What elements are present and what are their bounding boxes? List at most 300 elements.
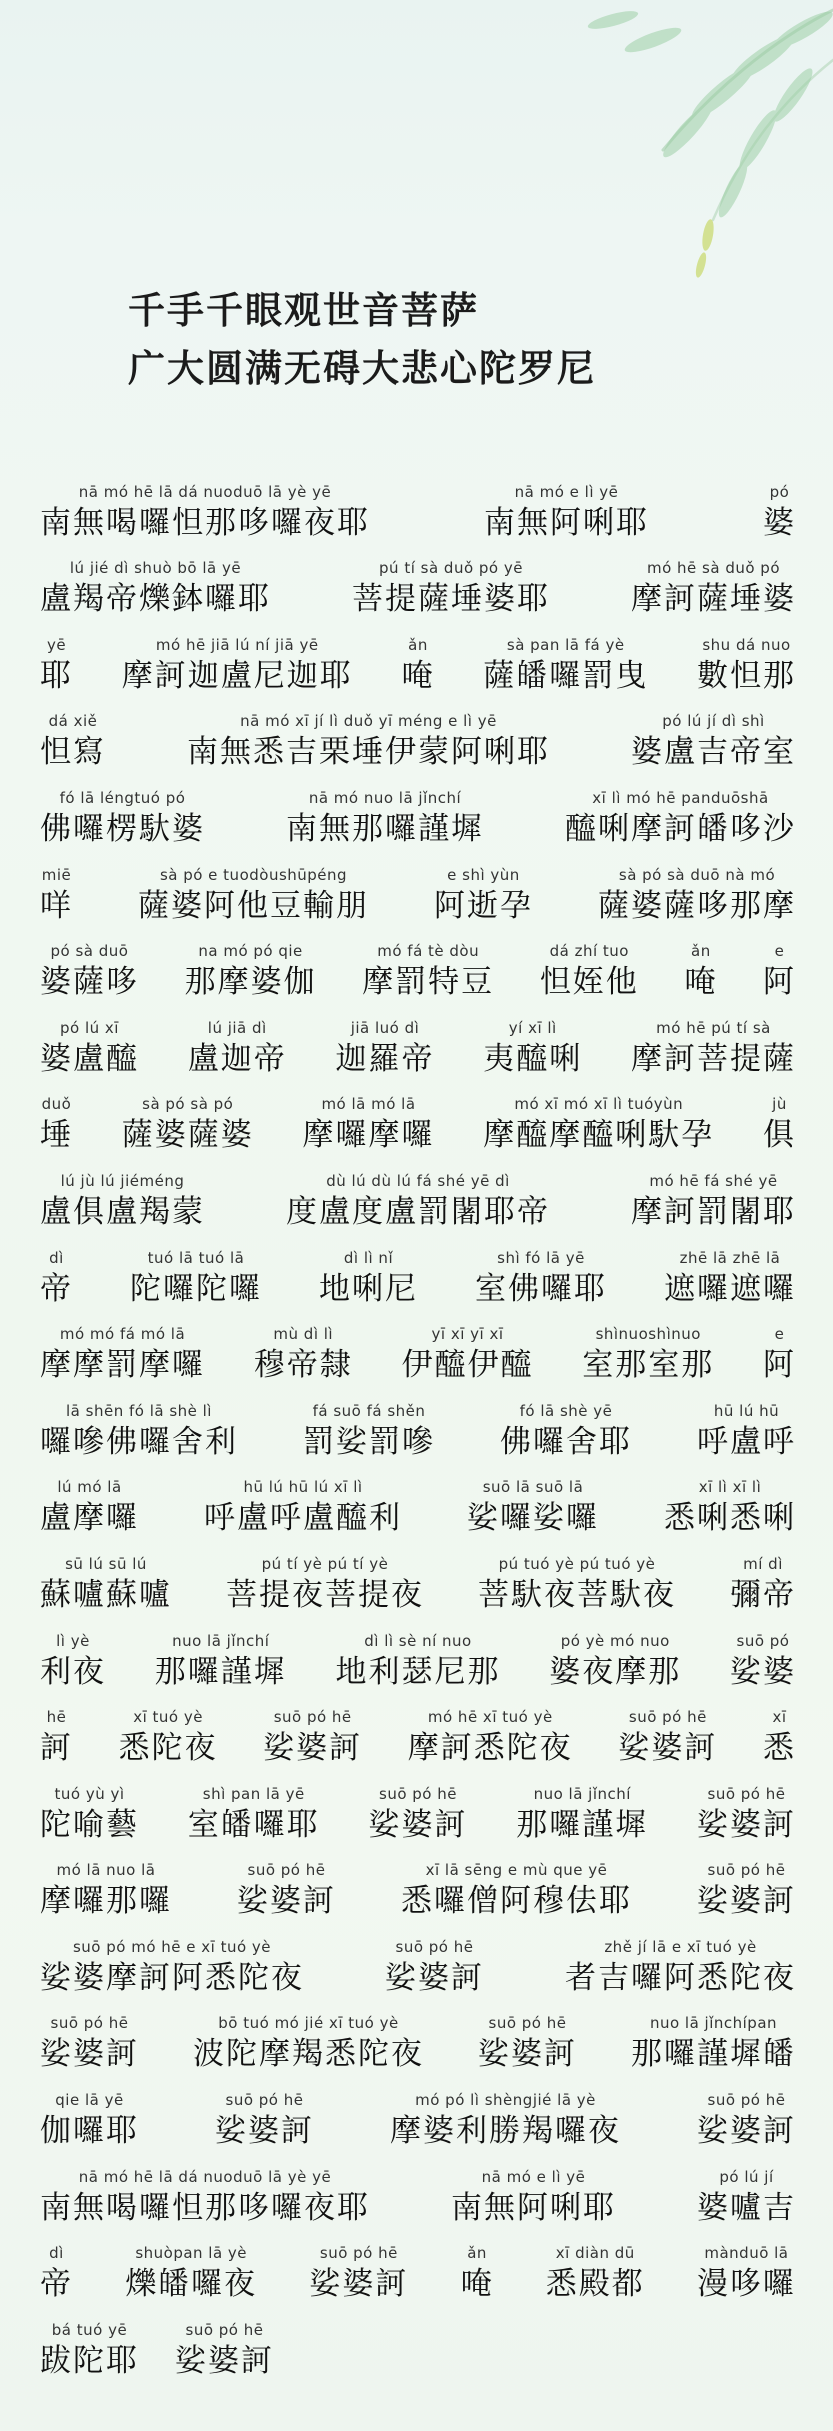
phrase: [122, 1093, 254, 1155]
pinyin: shì pan lā yē: [202, 1784, 305, 1803]
hanzi: 耶: [40, 657, 73, 694]
pinyin: suō pó hē: [707, 1784, 786, 1803]
pinyin: hū lú hū: [713, 1401, 780, 1420]
pinyin: shì fó lā yē: [497, 1248, 585, 1267]
phrase: [582, 1323, 714, 1385]
pinyin: dì lì nǐ: [343, 1248, 394, 1267]
pinyin: hū lú hū lú xī lì: [243, 1478, 363, 1497]
pinyin: nā mó hē lā dá nuoduō lā yè yē: [78, 482, 332, 501]
phrase: [130, 1247, 262, 1309]
pinyin: nuo lā jǐnchí: [172, 1631, 270, 1650]
phrase: [40, 787, 205, 849]
hanzi: 摩訶薩埵婆: [631, 581, 796, 618]
pinyin: suō pó hē: [319, 2244, 398, 2263]
hanzi: 娑婆訶: [697, 2113, 796, 2150]
phrase: [155, 1630, 287, 1692]
phrase: [483, 634, 648, 696]
text-line: [40, 619, 796, 696]
hanzi: 娑婆訶: [309, 2266, 409, 2303]
phrase: [286, 787, 484, 849]
phrase: [763, 481, 796, 543]
hanzi: 醯唎摩訶皤哆沙: [565, 810, 796, 847]
hanzi: 摩訶菩提薩: [631, 1040, 796, 1077]
pinyin: pó yè mó nuo: [560, 1631, 670, 1650]
phrase: [40, 2166, 370, 2228]
pinyin: nuo lā jǐnchí: [533, 1784, 631, 1803]
pinyin: mànduō lā: [704, 2244, 789, 2263]
phrase: [598, 864, 796, 926]
hanzi: 摩訶罰闍耶: [631, 1193, 796, 1230]
hanzi: 摩囉摩囉: [302, 1117, 435, 1154]
hanzi: 遮囉遮囉: [664, 1270, 796, 1307]
hanzi: 婆盧吉帝室: [631, 734, 796, 771]
text-line: [40, 696, 796, 773]
hanzi: 怛寫: [40, 734, 106, 771]
hanzi: 室佛囉耶: [475, 1270, 607, 1307]
pinyin: shìnuoshìnuo: [595, 1325, 701, 1344]
pinyin: yē: [46, 635, 67, 654]
pinyin: mó xī mó xī lì tuóyùn: [514, 1095, 684, 1114]
phrase: [175, 2319, 274, 2381]
pinyin: sà pó sà duō nà mó: [618, 865, 776, 884]
hanzi: 唵: [401, 657, 435, 694]
pinyin: suō pó hē: [185, 2320, 264, 2339]
phrase: [664, 1476, 796, 1538]
phrase: [664, 1247, 796, 1309]
hanzi: 摩醯摩醯唎馱孕: [483, 1117, 715, 1154]
hanzi: 夷醯唎: [483, 1040, 583, 1077]
text-line: [40, 1768, 796, 1845]
phrase: [631, 1170, 796, 1232]
phrase: [40, 1476, 139, 1538]
pinyin: pó: [769, 482, 790, 501]
hanzi: 南無阿唎耶: [451, 2189, 616, 2226]
phrase: [475, 1247, 607, 1309]
hanzi: 室那室那: [582, 1347, 715, 1384]
text-line: [40, 772, 796, 849]
pinyin: suō pó hē: [707, 1861, 786, 1880]
phrase: [631, 1017, 796, 1079]
phrase: [40, 864, 73, 926]
phrase: [385, 1936, 484, 1998]
pinyin: nā mó e lì yē: [481, 2167, 586, 2186]
hanzi: 利夜: [40, 1653, 106, 1690]
hanzi: 阿逝孕: [434, 887, 533, 924]
hanzi: 佛囉楞馱婆: [40, 810, 205, 847]
phrase: [40, 2089, 139, 2151]
hanzi: 阿: [762, 964, 796, 1001]
hanzi: 悉殿都: [545, 2266, 645, 2303]
hanzi: 盧羯帝爍鉢囉耶: [40, 581, 271, 618]
hanzi: 摩訶悉陀夜: [407, 1730, 573, 1767]
hanzi: 阿: [763, 1347, 796, 1384]
hanzi: 娑婆訶: [263, 1730, 363, 1767]
pinyin: lā shēn fó lā shè lì: [66, 1401, 212, 1420]
phrase: [237, 1859, 336, 1921]
hanzi: 那囉謹墀皤: [631, 2036, 796, 2073]
hanzi: 娑婆訶: [618, 1730, 718, 1767]
text-line: [40, 2074, 796, 2151]
phrase: [631, 710, 796, 772]
phrase: [352, 557, 550, 619]
page-subtitle: 广大圆满无碍大悲心陀罗尼: [128, 347, 596, 390]
phrase: [40, 1783, 139, 1845]
text-line: [40, 2304, 796, 2381]
pinyin: suō pó hē: [50, 2014, 129, 2033]
text-line: [40, 1845, 796, 1922]
phrase: [40, 1170, 205, 1232]
hanzi: 摩訶迦盧尼迦耶: [121, 657, 353, 694]
phrase: [483, 1017, 582, 1079]
phrase: [549, 1630, 681, 1692]
hanzi: 婆薩哆: [40, 964, 139, 1001]
hanzi: 室皤囉耶: [187, 1806, 320, 1843]
pinyin: suō pó hē: [273, 1708, 352, 1727]
pinyin: xī lì mó hē panduōshā: [592, 788, 769, 807]
phrase: [565, 1936, 796, 1998]
hanzi: 菩提夜菩提夜: [226, 1576, 424, 1613]
pinyin: suō pó hē: [247, 1861, 326, 1880]
pinyin: xī: [772, 1708, 787, 1727]
phrase: [336, 1017, 435, 1079]
phrase: [215, 2089, 314, 2151]
page-title: 千手千眼观世音菩萨: [128, 289, 479, 332]
hanzi: 南無喝囉怛那哆囉夜耶: [40, 2189, 370, 2226]
phrase: [40, 481, 370, 543]
phrase: [336, 1630, 501, 1692]
pinyin: suō pó hē: [379, 1784, 457, 1803]
hanzi: 婆盧醯: [40, 1040, 139, 1077]
hanzi: 薩婆阿他豆輸朋: [138, 887, 369, 924]
phrase: [40, 710, 106, 772]
phrase: [434, 864, 533, 926]
hanzi: 娑婆訶: [368, 1806, 468, 1843]
pinyin: xī tuó yè: [133, 1708, 203, 1727]
hanzi: 漫哆囉: [696, 2266, 796, 2303]
pinyin: fó lā shè yē: [519, 1401, 613, 1420]
pinyin: pú tí sà duǒ pó yē: [379, 559, 523, 578]
hanzi: 南無悉吉栗埵伊蒙阿唎耶: [187, 734, 550, 771]
phrase: [763, 1706, 796, 1768]
phrase: [40, 1859, 172, 1921]
phrase: [40, 634, 73, 696]
pinyin: yí xī lì: [508, 1018, 557, 1037]
hanzi: 俱: [763, 1117, 796, 1154]
pinyin: mó hē fá shé yē: [649, 1171, 778, 1190]
phrase: [138, 864, 369, 926]
phrase: [540, 940, 639, 1002]
pinyin: na mó pó qie: [198, 942, 303, 961]
pinyin: bá tuó yē: [51, 2320, 128, 2339]
phrase: [730, 1553, 796, 1615]
hanzi: 摩囉那囉: [40, 1883, 172, 1920]
text-line: [40, 849, 796, 926]
hanzi: 摩罰特豆: [362, 964, 495, 1001]
phrase: [362, 940, 494, 1002]
hanzi: 囉嘇佛囉舍利: [40, 1423, 238, 1460]
hanzi: 那摩婆伽: [184, 964, 317, 1001]
hanzi: 悉囉僧阿穆佉耶: [401, 1883, 632, 1920]
phrase: [40, 1093, 73, 1155]
phrase: [697, 634, 796, 696]
pinyin: xī diàn dū: [555, 2244, 635, 2263]
phrase: [40, 1630, 106, 1692]
pinyin: dì lì sè ní nuo: [364, 1631, 472, 1650]
hanzi: 地唎尼: [319, 1270, 418, 1307]
phrase: [40, 1017, 139, 1079]
pinyin: mó hē pú tí sà: [656, 1018, 771, 1037]
pinyin: lú jié dì shuò bō lā yē: [69, 559, 242, 578]
hanzi: 地利瑟尼那: [335, 1653, 501, 1690]
pinyin: suō pó: [736, 1631, 790, 1650]
hanzi: 爍皤囉夜: [125, 2266, 258, 2303]
phrase: [263, 1706, 362, 1768]
phrase: [461, 2242, 494, 2304]
text-line: [40, 466, 796, 543]
hanzi: 陀囉陀囉: [130, 1270, 262, 1307]
phrase: [319, 1247, 418, 1309]
pinyin: e: [774, 942, 785, 961]
hanzi: 薩婆薩婆: [121, 1117, 254, 1154]
pinyin: mó hē jiā lú ní jiā yē: [155, 635, 319, 654]
phrase: [697, 2166, 796, 2228]
text-line: [40, 1309, 796, 1386]
hanzi: 唵: [460, 2266, 494, 2303]
hanzi: 摩摩罰摩囉: [40, 1347, 205, 1384]
phrase: [40, 1936, 304, 1998]
text-line: [40, 2151, 796, 2228]
pinyin: jiā luó dì: [350, 1018, 420, 1037]
hanzi: 陀喻藝: [40, 1806, 139, 1843]
pinyin: dá zhí tuo: [549, 942, 629, 961]
text-line: [40, 543, 796, 620]
pinyin: mù dì lì: [273, 1325, 334, 1344]
phrase: [631, 557, 796, 619]
hanzi: 南無阿唎耶: [484, 504, 649, 541]
pinyin: suō pó mó hē e xī tuó yè: [72, 1937, 272, 1956]
phrase: [763, 940, 796, 1002]
hanzi: 數怛那: [697, 657, 796, 694]
pinyin: e shì yùn: [447, 865, 520, 884]
pinyin: dá xiě: [48, 712, 98, 731]
hanzi: 唵: [684, 964, 718, 1001]
pinyin: miē: [41, 865, 72, 884]
text-line: [40, 1079, 796, 1156]
pinyin: xī lì xī lì: [698, 1478, 762, 1497]
hanzi: 盧俱盧羯蒙: [40, 1193, 205, 1230]
hanzi: 怛姪他: [539, 964, 639, 1001]
phrase: [402, 634, 435, 696]
pinyin: mó pó lì shèngjié lā yè: [415, 2091, 596, 2110]
pinyin: bō tuó mó jié xī tuó yè: [218, 2014, 399, 2033]
hanzi: 婆夜摩那: [549, 1653, 682, 1690]
phrase: [188, 1017, 287, 1079]
pinyin: duǒ: [41, 1095, 72, 1114]
hanzi: 蘇嚧蘇嚧: [40, 1576, 172, 1613]
phrase: [369, 1783, 468, 1845]
pinyin: nā mó xī jí lì duǒ yī méng e lì yē: [240, 712, 497, 731]
phrase: [697, 1400, 796, 1462]
phrase: [500, 1400, 632, 1462]
phrase: [401, 1859, 632, 1921]
hanzi: 埵: [40, 1117, 73, 1154]
hanzi: 娑婆訶: [697, 1806, 796, 1843]
phrase: [631, 2012, 796, 2074]
pinyin: pó lú xī: [60, 1018, 119, 1037]
phrase: [40, 2242, 73, 2304]
hanzi: 菩馱夜菩馱夜: [478, 1576, 676, 1613]
phrase: [763, 1093, 796, 1155]
pinyin: fó lā léngtuó pó: [59, 788, 186, 807]
hanzi: 那囉謹墀: [516, 1806, 649, 1843]
hanzi: 盧迦帝: [187, 1040, 287, 1077]
pinyin: lú jiā dì: [207, 1018, 267, 1037]
pinyin: sà pó e tuodòushūpéng: [159, 865, 348, 884]
hanzi: 娑囉娑囉: [467, 1500, 599, 1537]
hanzi: 度盧度盧罰闍耶帝: [286, 1193, 550, 1230]
pinyin: pó sà duō: [50, 942, 129, 961]
phrase: [408, 1706, 573, 1768]
phrase: [684, 940, 717, 1002]
phrase: [40, 2319, 139, 2381]
phrase: [303, 1400, 435, 1462]
hanzi: 盧摩囉: [40, 1500, 139, 1537]
phrase: [697, 2089, 796, 2151]
pinyin: pú tí yè pú tí yè: [261, 1554, 389, 1573]
hanzi: 薩皤囉罰曳: [483, 657, 649, 694]
phrase: [40, 1247, 73, 1309]
pinyin: suō pó hē: [707, 2091, 786, 2110]
phrase: [390, 2089, 621, 2151]
pinyin: pú tuó yè pú tuó yè: [498, 1554, 656, 1573]
pinyin: suō pó hē: [225, 2091, 304, 2110]
phrase: [193, 2012, 424, 2074]
hanzi: 娑婆訶: [215, 2113, 314, 2150]
phrase: [40, 1706, 73, 1768]
phrase: [286, 1170, 550, 1232]
hanzi: 悉唎悉唎: [664, 1500, 796, 1537]
hanzi: 娑婆訶: [385, 1959, 484, 1996]
phrase: [478, 1553, 676, 1615]
pinyin: fá suō fá shěn: [312, 1401, 426, 1420]
hanzi: 訶: [40, 1730, 73, 1767]
hanzi: 彌帝: [730, 1576, 796, 1613]
pinyin: shu dá nuo: [702, 635, 791, 654]
hanzi: 呼盧呼: [697, 1423, 796, 1460]
hanzi: 娑婆訶: [237, 1883, 336, 1920]
dharani-text: [40, 466, 796, 2381]
phrase: [483, 1093, 714, 1155]
pinyin: yī xī yī xī: [431, 1325, 504, 1344]
text-line: [40, 926, 796, 1003]
hanzi: 帝: [40, 1270, 73, 1307]
hanzi: 悉: [762, 1730, 796, 1767]
text-line: [40, 1232, 796, 1309]
text-line: [40, 1921, 796, 1998]
pinyin: lú jù lú jiéméng: [60, 1171, 185, 1190]
willow-leaves-decoration: [473, 0, 833, 330]
pinyin: mí dì: [743, 1554, 783, 1573]
text-line: [40, 1998, 796, 2075]
hanzi: 跋陀耶: [40, 2342, 139, 2379]
phrase: [303, 1093, 435, 1155]
phrase: [40, 940, 139, 1002]
text-line: [40, 1538, 796, 1615]
pinyin: suō pó hē: [395, 1937, 474, 1956]
text-line: [40, 1692, 796, 1769]
pinyin: lì yè: [56, 1631, 90, 1650]
phrase: [697, 1783, 796, 1845]
phrase: [565, 787, 796, 849]
hanzi: 娑婆訶: [40, 2036, 139, 2073]
pinyin: qie lā yē: [55, 2091, 124, 2110]
pinyin: sū lú sū lú: [65, 1554, 147, 1573]
hanzi: 薩婆薩哆那摩: [598, 887, 796, 924]
pinyin: mó hē xī tuó yè: [427, 1708, 553, 1727]
hanzi: 娑婆訶: [478, 2036, 577, 2073]
text-line: [40, 2228, 796, 2305]
phrase: [697, 2242, 796, 2304]
hanzi: 摩婆利勝羯囉夜: [390, 2113, 621, 2150]
hanzi: 娑婆摩訶阿悉陀夜: [40, 1959, 304, 1996]
hanzi: 咩: [40, 887, 73, 924]
pinyin: shuòpan lā yè: [135, 2244, 248, 2263]
pinyin: suō pó hē: [628, 1708, 707, 1727]
hanzi: 娑婆: [730, 1653, 796, 1690]
phrase: [478, 2012, 577, 2074]
pinyin: zhē lā zhē lā: [679, 1248, 781, 1267]
pinyin: nuo lā jǐnchípan: [649, 2014, 778, 2033]
phrase: [40, 1553, 172, 1615]
pinyin: sà pan lā fá yè: [506, 635, 625, 654]
hanzi: 呼盧呼盧醯利: [204, 1500, 402, 1537]
hanzi: 南無喝囉怛那哆囉夜耶: [40, 504, 370, 541]
pinyin: dì: [49, 2244, 64, 2263]
hanzi: 婆嚧吉: [697, 2189, 796, 2226]
pinyin: jù: [772, 1095, 787, 1114]
phrase: [697, 1859, 796, 1921]
hanzi: 悉陀夜: [118, 1730, 218, 1767]
pinyin: tuó lā tuó lā: [147, 1248, 245, 1267]
phrase: [40, 2012, 139, 2074]
text-line: [40, 1615, 796, 1692]
hanzi: 婆: [763, 504, 796, 541]
phrase: [451, 2166, 616, 2228]
pinyin: zhě jí lā e xī tuó yè: [604, 1937, 757, 1956]
phrase: [125, 2242, 257, 2304]
hanzi: 伊醯伊醯: [401, 1347, 534, 1384]
hanzi: 伽囉耶: [40, 2113, 139, 2150]
pinyin: e: [774, 1325, 785, 1344]
phrase: [187, 710, 550, 772]
pinyin: nā mó e lì yē: [514, 482, 619, 501]
hanzi: 菩提薩埵婆耶: [352, 581, 550, 618]
phrase: [309, 2242, 408, 2304]
phrase: [40, 1400, 238, 1462]
phrase: [204, 1476, 402, 1538]
pinyin: sà pó sà pó: [142, 1095, 234, 1114]
pinyin: mó lā nuo lā: [56, 1861, 156, 1880]
phrase: [763, 1323, 796, 1385]
pinyin: mó mó fá mó lā: [59, 1325, 186, 1344]
phrase: [402, 1323, 534, 1385]
hanzi: 娑婆訶: [175, 2342, 274, 2379]
phrase: [618, 1706, 717, 1768]
hanzi: 罰娑罰嘇: [303, 1423, 435, 1460]
phrase: [226, 1553, 424, 1615]
pinyin: ǎn: [408, 635, 428, 654]
pinyin: nā mó hē lā dá nuoduō lā yè yē: [78, 2167, 332, 2186]
